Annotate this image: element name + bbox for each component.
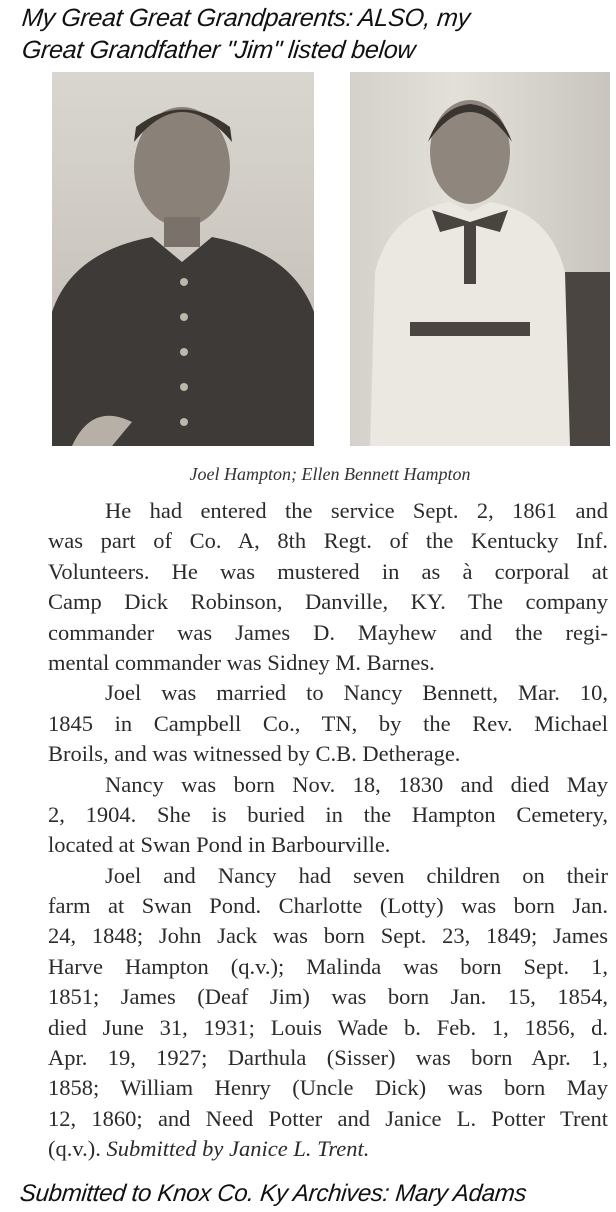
photo-caption: Joel Hampton; Ellen Bennett Hampton	[189, 464, 471, 484]
paragraph-4-line	[48, 861, 608, 891]
handwritten-footer-note: Submitted to Knox Co. Ky Archives: Mary Adams	[18, 1180, 528, 1207]
text-line: died June 31, 1931; Louis Wade b. Feb. 1, 1856, d.	[48, 1014, 608, 1040]
text-line: 1851; James (Deaf Jim) was born Jan. 15, 1854,	[48, 984, 608, 1010]
text-line: 1845 in Campbell Co., TN, by the Rev. Michael	[48, 710, 608, 736]
paragraph-2-line	[48, 709, 608, 739]
text-line: 24, 1848; John Jack was born Sept. 23, 1849; James	[48, 923, 608, 949]
text-line: Joel was married to Nancy Bennett, Mar. 10,	[105, 680, 608, 706]
paragraph-3-line	[48, 770, 608, 800]
text-line: (q.v.).	[48, 1136, 101, 1162]
text-line: Harve Hampton (q.v.); Malinda was born Sept. 1,	[48, 953, 608, 979]
paragraph-1-line	[48, 557, 608, 587]
woman-portrait-illustration	[350, 72, 610, 446]
portrait-photo-ellen-bennett-hampton	[350, 72, 610, 446]
man-portrait-illustration	[52, 72, 314, 446]
text-line: 12, 1860; and Need Potter and Janice L. Potter Trent	[48, 1105, 608, 1131]
text-line: 2, 1904. She is buried in the Hampton Cemetery,	[48, 801, 608, 827]
text-line: was part of Co. A, 8th Regt. of the Kentucky Inf.	[48, 528, 608, 554]
text-line: Joel and Nancy had seven children on their	[105, 862, 608, 888]
paragraph-4-line	[48, 921, 608, 951]
text-line: located at Swan Pond in Barbourville.	[48, 832, 391, 858]
handwritten-heading-line-2: Great Grandfather "Jim" listed below	[20, 36, 417, 64]
paragraph-1-line	[48, 526, 608, 556]
paragraph-3-line	[48, 800, 608, 830]
paragraph-4-line	[48, 952, 608, 982]
paragraph-4-line	[48, 982, 608, 1012]
paragraph-2-line	[48, 678, 608, 708]
portrait-photo-joel-hampton	[52, 72, 314, 446]
text-line: Broils, and was witnessed by C.B. Detherage.	[48, 741, 461, 767]
paragraph-1-line	[48, 496, 608, 526]
paragraph-2-line	[48, 739, 608, 769]
paragraph-1-line	[48, 648, 608, 678]
text-line: farm at Swan Pond. Charlotte (Lotty) was born Jan.	[48, 893, 608, 919]
paragraph-1-line	[48, 618, 608, 648]
submitted-by-credit: Submitted by Janice L. Trent.	[106, 1136, 370, 1162]
text-line: 1858; William Henry (Uncle Dick) was born May	[48, 1075, 608, 1101]
text-line: Nancy was born Nov. 18, 1830 and died May	[105, 771, 608, 797]
paragraph-4-line	[48, 1073, 608, 1103]
paragraph-3-line	[48, 830, 608, 860]
paragraph-4-line	[48, 1013, 608, 1043]
paragraph-4-line	[48, 1104, 608, 1134]
paragraph-4-line	[48, 891, 608, 921]
paragraph-4-line	[48, 1134, 608, 1164]
text-line: Volunteers. He was mustered in as à corporal at	[48, 558, 608, 584]
text-line: He had entered the service Sept. 2, 1861 and	[105, 498, 608, 523]
handwritten-heading-line-1: My Great Great Grandparents: ALSO, my	[20, 4, 472, 32]
article-body	[48, 496, 608, 1165]
text-line: Camp Dick Robinson, Danville, KY. The company	[48, 589, 608, 615]
paragraph-4-line	[48, 1043, 608, 1073]
text-line: Apr. 19, 1927; Darthula (Sisser) was born Apr. 1,	[48, 1045, 608, 1071]
text-line: mental commander was Sidney M. Barnes.	[48, 649, 435, 675]
text-line: commander was James D. Mayhew and the regi-	[48, 619, 608, 645]
paragraph-1-line	[48, 587, 608, 617]
